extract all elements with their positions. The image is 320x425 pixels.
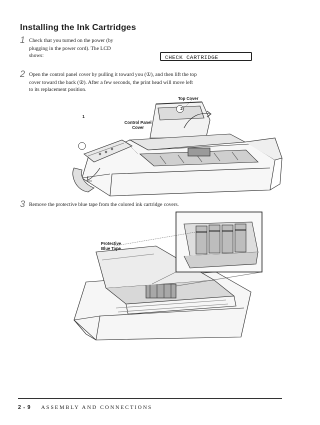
label-top-cover: Top Cover [178,96,199,101]
page-number: 2 - 9 [18,405,31,411]
chapter-title: ASSEMBLY AND CONNECTIONS [41,405,153,411]
step-2-line-3: to its replacement position. [29,87,87,94]
label-tape-line-2: Blue Tape [101,246,121,251]
step-3-text [29,202,289,210]
label-tape-line-1: Protective [100,241,122,246]
marker-1: 1 [82,114,85,119]
step-number-2: 2 [20,69,26,79]
figure-cartridge-bay [66,212,266,342]
figure-fax-open-covers [70,98,285,198]
section-title: Installing the Ink Cartridges [20,22,137,32]
label-control-panel-cover [124,120,152,130]
step-2-line-1: Open the control panel cover by pulling it toward you (①), and then lift the top [29,72,197,78]
label-control-panel-line-2: Cover [132,125,144,130]
step-1-line-1: Check that you turned on the power (by [29,38,114,44]
step-2-text [29,72,289,95]
step-2-line-2: cover toward the back (②). After a few seconds, the print head will move left [29,79,193,86]
lcd-display: CHECK CARTRIDGE [160,52,252,61]
step-1-text [29,38,161,61]
label-control-panel-line-1: Control Panel [124,120,152,125]
step-3-line-1: Remove the protective blue tape from the colored ink cartridge covers. [29,202,179,208]
step-1-line-2: plugging in the power cord). The LCD [29,45,111,52]
step-number-3: 3 [20,199,26,209]
step-1-line-3: shows: [29,53,44,60]
step-number-1: 1 [20,35,26,45]
footer-rule [18,398,282,399]
label-protective-blue-tape [93,241,129,251]
page-footer [18,405,152,411]
marker-2: 2 [180,106,183,111]
